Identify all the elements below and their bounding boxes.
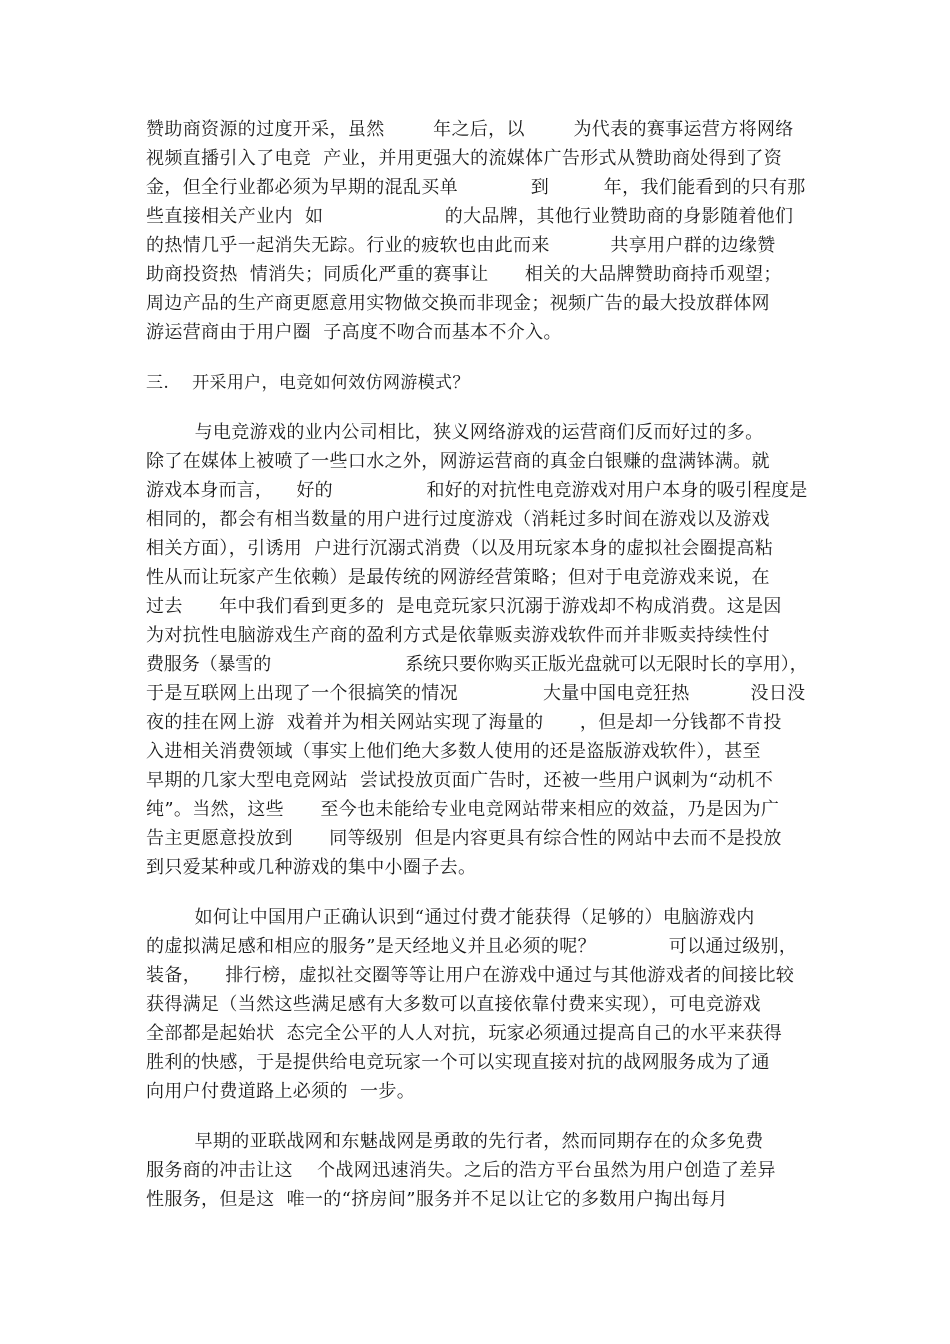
paragraph-line: 相同的，都会有相当数量的用户进行过度游戏（消耗过多时间在游戏以及游戏 (146, 509, 770, 530)
paragraph-line: 装备， 排行榜，虚拟社交圈等等让用户在游戏中通过与其他游戏者的间接比较 (146, 965, 795, 986)
paragraph-line: 游戏本身而言， 好的 和好的对抗性电竞游戏对用户本身的吸引程度是 (146, 480, 808, 501)
paragraph-line: 胜利的快感，于是提供给电竞玩家一个可以实现直接对抗的战网服务成为了通 (146, 1052, 770, 1073)
paragraph-line: 性从而让玩家产生依赖）是最传统的网游经营策略；但对于电竞游戏来说，在 (146, 567, 770, 588)
paragraph-line: 周边产品的生产商更愿意用实物做交换而非现金；视频广告的最大投放群体网 (146, 293, 770, 314)
paragraph-line: 的热情几乎一起消失无踪。行业的疲软也由此而来 共享用户群的边缘赞 (146, 235, 776, 256)
paragraph-line: 服务商的冲击让这 个战网迅速消失。之后的浩方平台虽然为用户创造了差异 (146, 1160, 776, 1181)
paragraph-line: 些直接相关产业内 如 的大品牌，其他行业赞助商的身影随着他们 (146, 206, 794, 227)
paragraph-line: 早期的几家大型电竞网站 尝试投放页面广告时，还被一些用户讽刺为“动机不 (146, 770, 774, 791)
paragraph-line: 入进相关消费领域（事实上他们绝大多数人使用的还是盗版游戏软件），甚至 (146, 741, 761, 762)
paragraph-line: 向用户付费道路上必须的 一步。 (146, 1081, 416, 1102)
paragraph-line: 的虚拟满足感和相应的服务”是天经地义并且必须的呢？ 可以通过级别， (146, 936, 798, 957)
paragraph-line: 相关方面），引诱用 户进行沉溺式消费（以及用玩家本身的虚拟社会圈提高粘 (146, 538, 774, 559)
paragraph-line: 赞助商资源的过度开采，虽然 年之后，以 为代表的赛事运营方将网络 (146, 119, 794, 140)
paragraph-line: 为对抗性电脑游戏生产商的盈利方式是依靠贩卖游戏软件而并非贩卖持续性付 (146, 625, 770, 646)
paragraph-line: 助商投资热 情消失；同质化严重的赛事让 相关的大品牌赞助商持币观望； (146, 264, 782, 285)
paragraph-line: 获得满足（当然这些满足感有大多数可以直接依靠付费来实现），可电竞游戏 (146, 994, 761, 1015)
paragraph-line: 游运营商由于用户圈 子高度不吻合而基本不介入。 (146, 322, 562, 343)
paragraph-line: 早期的亚联战网和东魅战网是勇敢的先行者，然而同期存在的众多免费 (146, 1131, 764, 1152)
paragraph-line: 除了在媒体上被喷了一些口水之外，网游运营商的真金白银赚的盘满钵满。就 (146, 451, 770, 472)
paragraph-line: 与电竞游戏的业内公司相比，狭义网络游戏的运营商们反而好过的多。 (146, 422, 764, 443)
paragraph-line: 告主更愿意投放到 同等级别 但是内容更具有综合性的网站中去而不是投放 (146, 828, 782, 849)
paragraph-line: 纯”。当然，这些 至今也未能给专业电竞网站带来相应的效益，乃是因为广 (146, 799, 780, 820)
paragraph-line: 到只爱某种或几种游戏的集中小圈子去。 (146, 857, 477, 878)
paragraph-line: 费服务（暴雪的 系统只要你购买正版光盘就可以无限时长的享用）， (146, 654, 808, 675)
paragraph-line: 性服务，但是这 唯一的“挤房间”服务并不足以让它的多数用户掏出每月 (146, 1189, 728, 1210)
section-heading: 三. 开采用户，电竞如何效仿网游模式？ (146, 373, 470, 393)
paragraph-line: 于是互联网上出现了一个很搞笑的情况 大量中国电竞狂热 没日没 (146, 683, 806, 704)
paragraph-line: 夜的挂在网上游 戏着并为相关网站实现了海量的 ，但是却一分钱都不肯投 (146, 712, 782, 733)
paragraph-line: 如何让中国用户正确认识到“通过付费才能获得（足够的）电脑游戏内 (146, 907, 755, 928)
paragraph-line: 过去 年中我们看到更多的 是电竞玩家只沉溺于游戏却不构成消费。这是因 (146, 596, 782, 617)
paragraph-line: 金，但全行业都必须为早期的混乱买单 到 年，我们能看到的只有那 (146, 177, 806, 198)
paragraph-line: 视频直播引入了电竞 产业，并用更强大的流媒体广告形式从赞助商处得到了资 (146, 148, 783, 169)
paragraph-line: 全部都是起始状 态完全公平的人人对抗，玩家必须通过提高自己的水平来获得 (146, 1023, 783, 1044)
